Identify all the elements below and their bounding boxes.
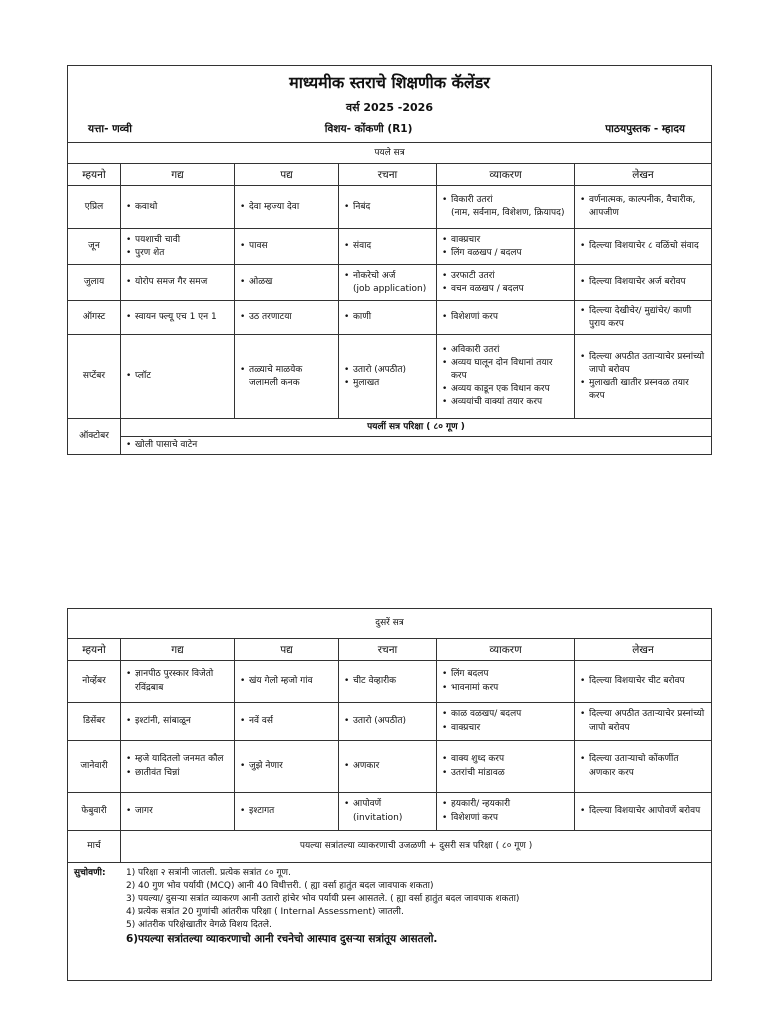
list-item: • खंय गेलो म्हजो गांव bbox=[249, 675, 334, 688]
rachana-cell bbox=[339, 703, 437, 741]
month-cell: जून bbox=[68, 229, 121, 265]
col-vyakaran: व्याकरण bbox=[437, 164, 575, 186]
month-cell: एप्रिल bbox=[68, 186, 121, 229]
list-item: • लिंग बदलप bbox=[451, 668, 570, 681]
padya-cell bbox=[235, 661, 339, 703]
list-item: • म्हजे यादितलो जनमत कौल bbox=[135, 753, 230, 766]
notes-section bbox=[68, 863, 712, 981]
header-cell bbox=[68, 66, 712, 143]
list-item: • आपोवणें bbox=[353, 798, 432, 811]
table-row bbox=[68, 265, 712, 301]
list-item: • दिल्ल्या अपठीत उताऱ्याचेर प्रस्नांच्यो जापो बरोवप bbox=[589, 351, 707, 377]
list-item: • मुलाखती खातीर प्रस्नवळ तयार करप bbox=[589, 377, 707, 403]
vyakaran-cell bbox=[437, 335, 575, 419]
lekhan-cell bbox=[575, 741, 712, 793]
col-lekhan: लेखन bbox=[575, 639, 712, 661]
col-lekhan: लेखन bbox=[575, 164, 712, 186]
list-item: • उतरांची मांडावळ bbox=[451, 767, 570, 780]
list-item: • दिल्ल्या विशयाचेर ८ वळिंचो संवाद bbox=[589, 240, 707, 253]
padya-cell bbox=[235, 703, 339, 741]
list-item: • उठ तरणाटया bbox=[249, 311, 334, 324]
month-cell: नोव्हेंबर bbox=[68, 661, 121, 703]
list-item: • उतारो (अपठीत) bbox=[353, 715, 432, 728]
list-item: • विशेशणां करप bbox=[451, 311, 570, 324]
padya-cell bbox=[235, 741, 339, 793]
list-item: • इश्टागत bbox=[249, 805, 334, 818]
rachana-cell bbox=[339, 661, 437, 703]
rachana-cell bbox=[339, 265, 437, 301]
list-item: • चीट वेव्हारीक bbox=[353, 675, 432, 688]
lekhan-cell bbox=[575, 186, 712, 229]
october-row bbox=[68, 419, 712, 437]
vyakaran-cell bbox=[437, 661, 575, 703]
padya-cell bbox=[235, 265, 339, 301]
col-padya: पद्य bbox=[235, 639, 339, 661]
list-item: • जुझे नेणार bbox=[249, 760, 334, 773]
list-item: • अव्यय घालून दोन विधानां तयार करप bbox=[451, 357, 570, 383]
col-gadya: गद्य bbox=[121, 639, 235, 661]
list-item: • संवाद bbox=[353, 240, 432, 253]
table-row bbox=[68, 793, 712, 831]
list-item: • दिल्ल्या विशयाचेर चीट बरोवप bbox=[589, 675, 707, 688]
month-october: ऑक्टोबर bbox=[68, 419, 121, 455]
term2-table bbox=[67, 608, 712, 981]
list-item: • निबंद bbox=[353, 201, 432, 214]
list-item: • अविकारी उतरां bbox=[451, 344, 570, 357]
gadya-cell bbox=[121, 301, 235, 335]
list-item: • नवें वर्स bbox=[249, 715, 334, 728]
note-0: सुचोवणी: 1) परिक्षा २ सत्रांनी जातली. प्रत्येक सत्रांत ८० गूण. bbox=[74, 867, 705, 880]
list-item: • कवाथो bbox=[135, 201, 230, 214]
list-item: • स्वायन फ्ल्यू एच 1 एन 1 bbox=[135, 311, 230, 324]
table-row bbox=[68, 335, 712, 419]
lekhan-cell bbox=[575, 301, 712, 335]
lekhan-cell bbox=[575, 229, 712, 265]
list-item: • हयकारी/ न्हयकारी bbox=[451, 798, 570, 811]
column-header-row bbox=[68, 164, 712, 186]
list-item: • काणी bbox=[353, 311, 432, 324]
list-item: • उरफाटी उतरां bbox=[451, 270, 570, 283]
vyakaran-cell bbox=[437, 741, 575, 793]
padya-cell bbox=[235, 793, 339, 831]
vyakaran-cell bbox=[437, 186, 575, 229]
vyakaran-cell bbox=[437, 793, 575, 831]
list-item: • वर्णनात्मक, काल्पनीक, वैचारीक, आपजीण bbox=[589, 194, 707, 220]
list-item: • छातीवंत चिन्नां bbox=[135, 767, 230, 780]
month-cell: फेबुवारी bbox=[68, 793, 121, 831]
rachana-cell bbox=[339, 301, 437, 335]
rachana-cell bbox=[339, 335, 437, 419]
list-item: • उतारो (अपठीत) bbox=[353, 364, 432, 377]
term2-exam: पयल्या सत्रांतल्या व्याकरणाची उजळणी + दुसरी सत्र परिक्षा ( ८० गूण ) bbox=[121, 831, 712, 863]
october-note bbox=[121, 437, 712, 455]
rachana-cell bbox=[339, 186, 437, 229]
march-row bbox=[68, 831, 712, 863]
col-rachana: रचना bbox=[339, 639, 437, 661]
col-gadya: गद्य bbox=[121, 164, 235, 186]
gadya-cell bbox=[121, 186, 235, 229]
padya-cell bbox=[235, 186, 339, 229]
lekhan-cell bbox=[575, 335, 712, 419]
term2-title: दुसरें सत्र bbox=[68, 609, 712, 639]
gadya-cell bbox=[121, 335, 235, 419]
gadya-cell bbox=[121, 703, 235, 741]
page-title: माध्यमीक स्तराचे शिक्षणीक कॅलेंडर bbox=[289, 73, 490, 92]
list-item: • विकारी उतरां bbox=[451, 194, 570, 207]
padya-cell bbox=[235, 301, 339, 335]
rachana-cell bbox=[339, 741, 437, 793]
list-item: • तळ्याचे माळयेक जलामली कनक bbox=[249, 364, 334, 390]
note-5: 6) पयल्या सत्रांतल्या व्याकरणाचो आनी रचनेचो आस्पाव दुसऱ्या सत्रांतूय आसतलो. bbox=[126, 933, 438, 946]
list-item: • पयशाची चावी bbox=[135, 234, 230, 247]
month-cell: डिसेंबर bbox=[68, 703, 121, 741]
list-item: • ओळख bbox=[249, 276, 334, 289]
month-cell: जानेवारी bbox=[68, 741, 121, 793]
note-2: 3) पयल्या/ दुसऱ्या सत्रांत व्याकरण आनी उतारो हांचेर भोव पर्यायी प्रस्न आसतले. ( ह्या वर्सा हातुंत बदल जावपाक शकता) bbox=[126, 894, 520, 905]
list-item: • अव्ययांची वाक्यां तयार करप bbox=[451, 396, 570, 409]
gadya-cell bbox=[121, 229, 235, 265]
term1-table bbox=[67, 65, 712, 455]
month-march: मार्च bbox=[68, 831, 121, 863]
list-item: • पुरण शेत bbox=[135, 247, 230, 260]
col-month: म्हयनो bbox=[68, 639, 121, 661]
rachana-cell bbox=[339, 793, 437, 831]
col-month: म्हयनो bbox=[68, 164, 121, 186]
month-cell: ऑगस्ट bbox=[68, 301, 121, 335]
list-item: • जागर bbox=[135, 805, 230, 818]
list-item: • काळ वळखप/ बदलप bbox=[451, 708, 570, 721]
gadya-cell bbox=[121, 793, 235, 831]
table-row bbox=[68, 301, 712, 335]
list-item: • दिल्ल्या देखीचेर/ मुद्यांचेर/ काणी पुराय करप bbox=[589, 305, 707, 331]
table-row bbox=[68, 186, 712, 229]
list-item: • वाक्प्रचार bbox=[451, 234, 570, 247]
list-item: • दिल्ल्या विशयाचेर अर्ज बरोवप bbox=[589, 276, 707, 289]
list-item: • लिंग वळखप / बदलप bbox=[451, 247, 570, 260]
vyakaran-cell bbox=[437, 229, 575, 265]
note-4: 5) आंतरीक परिक्षेखातीर वेगळे विशय दितले. bbox=[126, 920, 272, 931]
list-item: • दिल्ल्या उताऱ्याचो कोंकणींत अणकार करप bbox=[589, 753, 707, 779]
list-item: • दिल्ल्या विशयाचेर आपोवणें बरोवप bbox=[589, 805, 707, 818]
lekhan-cell bbox=[575, 793, 712, 831]
list-item: (invitation) bbox=[353, 812, 403, 823]
list-item: • वाक्य शुध्द करप bbox=[451, 753, 570, 766]
list-item: • अणकार bbox=[353, 760, 432, 773]
lekhan-cell bbox=[575, 265, 712, 301]
lekhan-cell bbox=[575, 661, 712, 703]
class-label: यत्ता- णव्वी bbox=[88, 123, 132, 136]
gadya-cell bbox=[121, 741, 235, 793]
col-vyakaran: व्याकरण bbox=[437, 639, 575, 661]
list-item: • अव्यय काडून एक विधान करप bbox=[451, 383, 570, 396]
note-3: 4) प्रत्येक सत्रांत 20 गुणांची आंतरीक परिक्षा ( Internal Assessment) जातली. bbox=[126, 907, 404, 918]
textbook-label: पाठयपुस्तक - म्हादय bbox=[605, 123, 685, 136]
gadya-cell bbox=[121, 265, 235, 301]
vyakaran-cell bbox=[437, 301, 575, 335]
padya-cell bbox=[235, 229, 339, 265]
academic-year: वर्स 2025 -2026 bbox=[345, 101, 433, 115]
list-item: • विशेशणां करप bbox=[451, 812, 570, 825]
list-item: • खोली पासाचे वाटेन bbox=[135, 439, 707, 452]
column-header-row bbox=[68, 639, 712, 661]
table-row bbox=[68, 703, 712, 741]
list-item: • प्लॉट bbox=[135, 370, 230, 383]
rachana-cell bbox=[339, 229, 437, 265]
list-item: • ज्ञानपीठ पुरस्कार विजेतो रविंद्रबाब bbox=[135, 668, 230, 694]
month-cell: सप्टेंबर bbox=[68, 335, 121, 419]
note-1: 2) 40 गुण भोव पर्यायी (MCQ) आनी 40 विधीत्तरी. ( ह्या वर्सा हातुंत बदल जावपाक शकता) bbox=[126, 881, 434, 892]
lekhan-cell bbox=[575, 703, 712, 741]
col-rachana: रचना bbox=[339, 164, 437, 186]
vyakaran-cell bbox=[437, 703, 575, 741]
list-item: (job application) bbox=[353, 283, 427, 294]
gadya-cell bbox=[121, 661, 235, 703]
term1-exam: पयलीं सत्र परिक्षा ( ८० गूण ) bbox=[121, 419, 712, 437]
list-item: • दिल्ल्या अपठीत उताऱ्याचेर प्रस्नांच्यो जापो बरोवप bbox=[589, 708, 707, 734]
notes-label: सुचोवणी: bbox=[74, 868, 106, 878]
subject-label: विशय- कोंकणी (R1) bbox=[324, 123, 413, 136]
term1-title: पयले सत्र bbox=[68, 143, 712, 164]
list-item: • इश्टांनी, सांबाळून bbox=[135, 715, 230, 728]
month-cell: जुलाय bbox=[68, 265, 121, 301]
list-item: (नाम, सर्वनाम, विशेशण, क्रियापद) bbox=[451, 208, 565, 219]
list-item: • नोकरेचो अर्ज bbox=[353, 270, 432, 283]
list-item: • वचन वळखप / बदलप bbox=[451, 283, 570, 296]
table-row bbox=[68, 741, 712, 793]
list-item: • मुलाखत bbox=[353, 377, 432, 390]
list-item: • पावस bbox=[249, 240, 334, 253]
meta-row bbox=[72, 116, 707, 140]
vyakaran-cell bbox=[437, 265, 575, 301]
list-item: • योरोप समज गैर समज bbox=[135, 276, 230, 289]
table-row bbox=[68, 661, 712, 703]
padya-cell bbox=[235, 335, 339, 419]
col-padya: पद्य bbox=[235, 164, 339, 186]
list-item: • भावनामां करप bbox=[451, 682, 570, 695]
list-item: • देवा म्हज्या देवा bbox=[249, 201, 334, 214]
table-row bbox=[68, 229, 712, 265]
list-item: • वाक्प्रचार bbox=[451, 722, 570, 735]
